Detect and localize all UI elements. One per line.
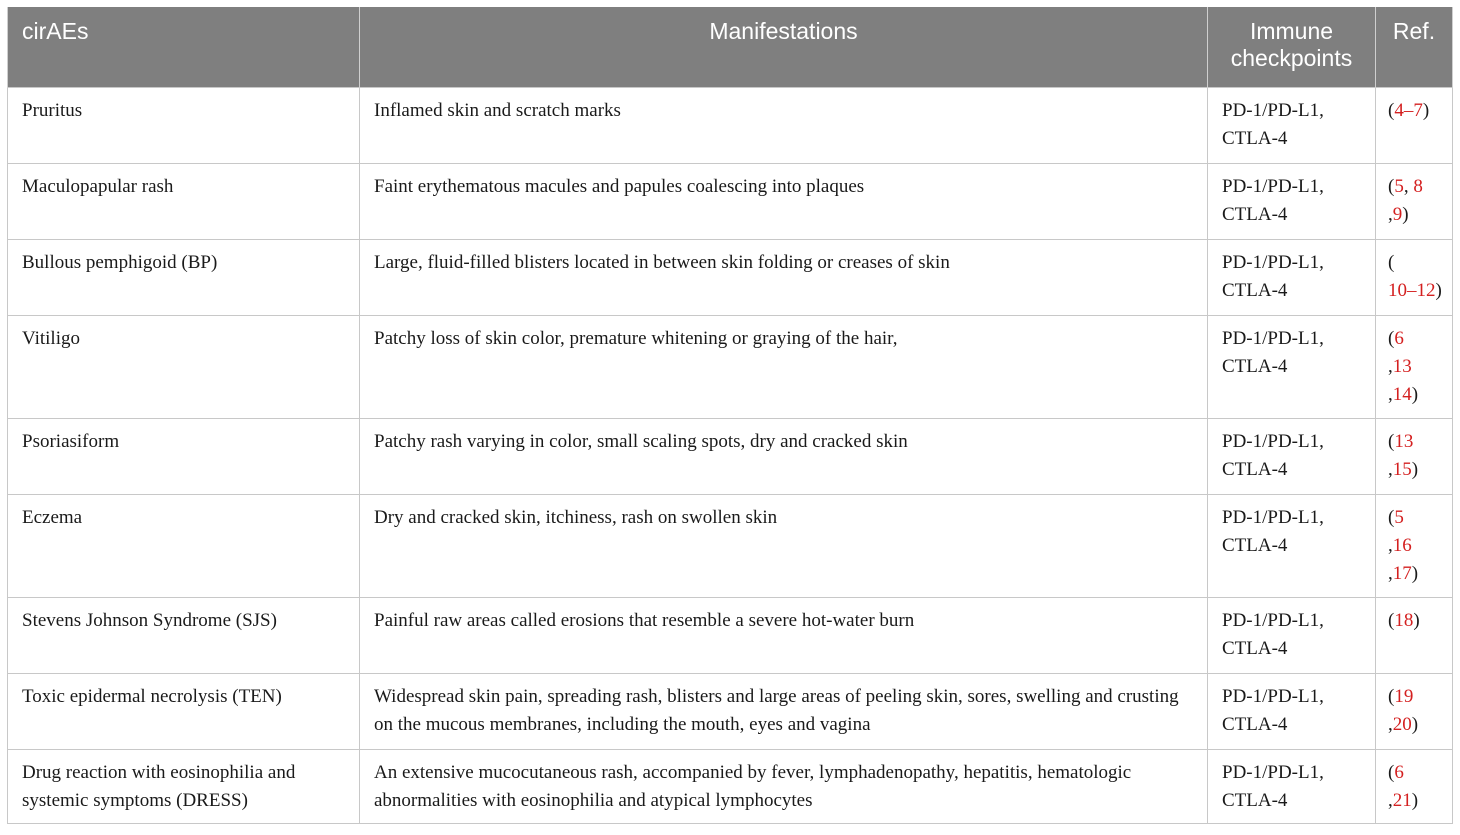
citation-punct: ): [1422, 99, 1430, 121]
checkpoint-cell: [1208, 87, 1376, 163]
table-row: [8, 87, 1453, 163]
manifestation-cell: Patchy loss of skin color, premature whitening or graying of the hair,: [360, 315, 1208, 418]
checkpoint-line: PD-1/PD-L1,: [1222, 430, 1324, 452]
manifestation-cell: Widespread skin pain, spreading rash, blisters and large areas of peeling skin, sores, swelling and crusting on the mucous membranes, including the mouth, eyes and vagina: [360, 673, 1208, 749]
checkpoint-line: CTLA-4: [1222, 127, 1288, 149]
cirae-cell: Psoriasiform: [8, 418, 360, 494]
checkpoint-cell: [1208, 749, 1376, 823]
checkpoint-cell: [1208, 597, 1376, 673]
table-body: [8, 87, 1453, 823]
ref-cell: [1376, 239, 1453, 315]
citation-punct: (: [1388, 99, 1395, 121]
citation-punct: ,: [1388, 534, 1393, 556]
ref-cell: [1376, 494, 1453, 597]
checkpoint-line: CTLA-4: [1222, 789, 1288, 811]
checkpoint-cell: [1208, 239, 1376, 315]
manifestation-cell: Large, fluid-filled blisters located in between skin folding or creases of skin: [360, 239, 1208, 315]
citation-punct: ): [1411, 713, 1419, 735]
citation-link[interactable]: 13: [1392, 355, 1412, 377]
checkpoint-cell: [1208, 315, 1376, 418]
header-row: [8, 7, 1453, 87]
citation-link[interactable]: 4–7: [1394, 99, 1423, 121]
citation-punct: (: [1388, 761, 1395, 783]
table-row: [8, 749, 1453, 823]
manifestation-cell: An extensive mucocutaneous rash, accompanied by fever, lymphadenopathy, hepatitis, hematologic abnormalities with eosinophilia and atypical lymphocytes: [360, 749, 1208, 823]
citation-punct: ): [1402, 203, 1409, 225]
checkpoint-line: PD-1/PD-L1,: [1222, 761, 1324, 783]
citation-link[interactable]: 13: [1394, 430, 1414, 452]
citation-link[interactable]: 18: [1394, 609, 1414, 631]
checkpoint-line: CTLA-4: [1222, 203, 1288, 225]
checkpoint-line: PD-1/PD-L1,: [1222, 175, 1324, 197]
citation-punct: ): [1435, 279, 1442, 301]
header-manifestations: Manifestations: [360, 7, 1208, 87]
ref-cell: [1376, 749, 1453, 823]
citation-link[interactable]: 6: [1394, 761, 1404, 783]
citation-link[interactable]: 19: [1394, 685, 1414, 707]
checkpoint-line: CTLA-4: [1222, 279, 1288, 301]
cirae-cell: Vitiligo: [8, 315, 360, 418]
manifestation-cell: Painful raw areas called erosions that resemble a severe hot-water burn: [360, 597, 1208, 673]
citation-punct: ,: [1403, 175, 1414, 197]
checkpoint-line: PD-1/PD-L1,: [1222, 609, 1324, 631]
citation-link[interactable]: 21: [1392, 789, 1412, 811]
manifestation-cell: Patchy rash varying in color, small scaling spots, dry and cracked skin: [360, 418, 1208, 494]
ref-cell: [1376, 87, 1453, 163]
header-cirae: cirAEs: [8, 7, 360, 87]
citation-punct: ): [1411, 562, 1419, 584]
citation-punct: (: [1388, 251, 1395, 273]
cirae-cell: Drug reaction with eosinophilia and systemic symptoms (DRESS): [8, 749, 360, 823]
citation-link[interactable]: 5: [1394, 175, 1404, 197]
citation-link[interactable]: 20: [1392, 713, 1412, 735]
checkpoint-line: PD-1/PD-L1,: [1222, 251, 1324, 273]
table-row: [8, 494, 1453, 597]
table-row: [8, 239, 1453, 315]
checkpoint-line: PD-1/PD-L1,: [1222, 327, 1324, 349]
citation-link[interactable]: 16: [1392, 534, 1412, 556]
cirae-cell: Toxic epidermal necrolysis (TEN): [8, 673, 360, 749]
citation-punct: ,: [1388, 203, 1393, 225]
table-row: [8, 597, 1453, 673]
citation-punct: ,: [1388, 789, 1393, 811]
table-row: [8, 163, 1453, 239]
citation-punct: ,: [1388, 383, 1393, 405]
citation-link[interactable]: 8: [1413, 175, 1423, 197]
checkpoint-cell: [1208, 673, 1376, 749]
table-header: [8, 7, 1453, 87]
header-immune-checkpoints: Immune checkpoints: [1208, 7, 1376, 87]
checkpoint-line: PD-1/PD-L1,: [1222, 99, 1324, 121]
citation-link[interactable]: 6: [1394, 327, 1404, 349]
citation-punct: ,: [1388, 355, 1393, 377]
citation-link[interactable]: 15: [1392, 458, 1412, 480]
citation-punct: ): [1411, 458, 1419, 480]
cirae-cell: Eczema: [8, 494, 360, 597]
citation-link[interactable]: 17: [1392, 562, 1412, 584]
citation-punct: (: [1388, 609, 1395, 631]
cirae-cell: Bullous pemphigoid (BP): [8, 239, 360, 315]
citation-punct: ): [1411, 383, 1419, 405]
manifestation-cell: Faint erythematous macules and papules coalescing into plaques: [360, 163, 1208, 239]
manifestation-cell: Dry and cracked skin, itchiness, rash on swollen skin: [360, 494, 1208, 597]
citation-punct: (: [1388, 175, 1395, 197]
checkpoint-line: CTLA-4: [1222, 458, 1288, 480]
checkpoint-line: PD-1/PD-L1,: [1222, 685, 1324, 707]
table-row: [8, 673, 1453, 749]
checkpoint-line: CTLA-4: [1222, 713, 1288, 735]
checkpoint-line: CTLA-4: [1222, 637, 1288, 659]
citation-punct: ,: [1388, 562, 1393, 584]
ref-cell: [1376, 418, 1453, 494]
citation-punct: (: [1388, 327, 1395, 349]
citation-link[interactable]: 5: [1394, 506, 1404, 528]
manifestation-cell: Inflamed skin and scratch marks: [360, 87, 1208, 163]
citation-punct: ): [1411, 789, 1419, 811]
checkpoint-line: CTLA-4: [1222, 534, 1288, 556]
checkpoint-cell: [1208, 418, 1376, 494]
ref-cell: [1376, 315, 1453, 418]
checkpoint-cell: [1208, 163, 1376, 239]
cirae-cell: Maculopapular rash: [8, 163, 360, 239]
citation-link[interactable]: 9: [1392, 203, 1403, 225]
cirae-cell: Pruritus: [8, 87, 360, 163]
ref-cell: [1376, 673, 1453, 749]
citation-punct: (: [1388, 430, 1395, 452]
citation-link[interactable]: 14: [1392, 383, 1412, 405]
header-ref: Ref.: [1376, 7, 1453, 87]
citation-punct: (: [1388, 506, 1395, 528]
checkpoint-line: PD-1/PD-L1,: [1222, 506, 1324, 528]
checkpoint-line: CTLA-4: [1222, 355, 1288, 377]
checkpoint-cell: [1208, 494, 1376, 597]
citation-link[interactable]: 10–: [1388, 279, 1417, 301]
citation-punct: (: [1388, 685, 1395, 707]
table-row: [8, 315, 1453, 418]
citation-link[interactable]: 12: [1416, 279, 1436, 301]
citation-punct: ): [1413, 609, 1420, 631]
citation-punct: ,: [1388, 713, 1393, 735]
table-row: [8, 418, 1453, 494]
citation-punct: ,: [1388, 458, 1393, 480]
cirae-cell: Stevens Johnson Syndrome (SJS): [8, 597, 360, 673]
ref-cell: [1376, 163, 1453, 239]
cirae-table: [7, 7, 1453, 824]
ref-cell: [1376, 597, 1453, 673]
